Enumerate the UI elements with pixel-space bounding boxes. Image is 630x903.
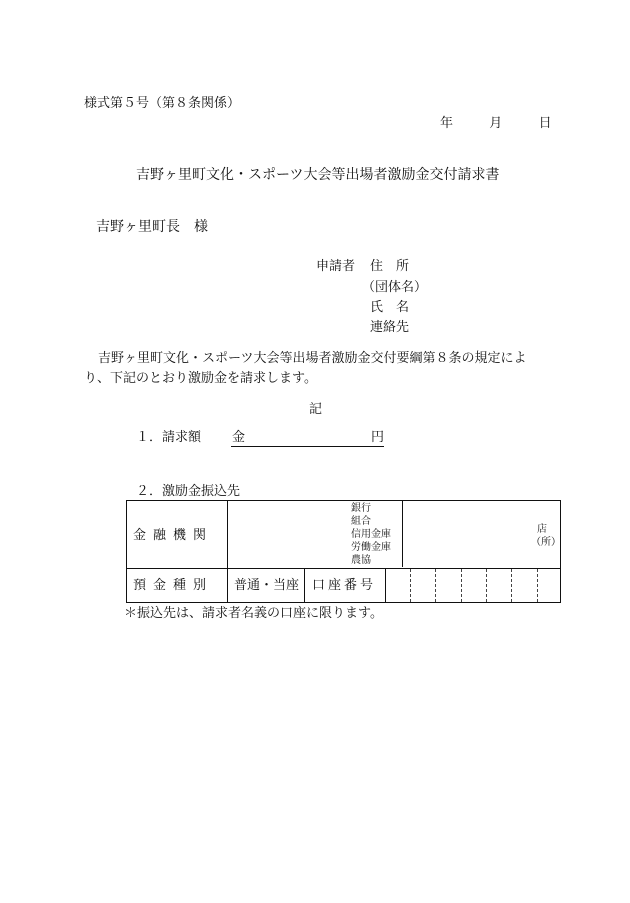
bank-table <box>126 500 561 603</box>
account-type-divider <box>304 569 305 602</box>
body-line-1: 吉野ヶ里町文化・スポーツ大会等出場者激励金交付要綱第８条の規定によ <box>98 351 527 366</box>
account-type-value: 普通・当座 <box>234 578 300 593</box>
applicant-group-label: （団体名） <box>362 280 428 295</box>
branch-alt-label: （所） <box>531 537 561 548</box>
institution-type-union: 組合 <box>351 516 371 527</box>
item1-en: 円 <box>371 430 385 445</box>
digit-divider <box>537 569 538 602</box>
date-day: 日 <box>538 116 552 131</box>
account-type-label: 預金種別 <box>133 578 214 593</box>
applicant-name-label: 氏 名 <box>370 300 410 315</box>
item1-label: １．請求額 <box>136 430 202 445</box>
institution-type-rokin: 労働金庫 <box>351 542 391 553</box>
institution-label: 金融機関 <box>133 528 214 543</box>
digit-divider <box>461 569 462 602</box>
date-line <box>440 116 552 132</box>
form-number: 様式第５号（第８条関係） <box>84 96 241 111</box>
addressee: 吉野ヶ里町長 様 <box>96 219 208 235</box>
digit-divider <box>435 569 436 602</box>
account-number-divider <box>385 569 386 602</box>
digit-divider <box>410 569 411 602</box>
item2-label: ２．激励金振込先 <box>136 484 241 499</box>
applicant-address-label: 住 所 <box>370 259 410 274</box>
transfer-note: ＊振込先は、請求者名義の口座に限ります。 <box>124 606 383 621</box>
table-row-divider <box>127 568 560 569</box>
date-month: 月 <box>489 116 503 131</box>
institution-type-nokyo: 農協 <box>351 555 371 566</box>
applicant-contact-label: 連絡先 <box>370 320 410 335</box>
account-number-label: 口座番号 <box>312 578 377 593</box>
table-col-divider <box>227 501 228 602</box>
applicant-label: 申請者 <box>316 259 356 274</box>
institution-branch-divider <box>402 501 403 567</box>
body-line-2: り、下記のとおり激励金を請求します。 <box>84 371 317 386</box>
ki-heading: 記 <box>309 402 323 417</box>
amount-underline <box>231 446 384 447</box>
digit-divider <box>486 569 487 602</box>
institution-type-shinkin: 信用金庫 <box>351 529 391 540</box>
document-title: 吉野ヶ里町文化・スポーツ大会等出場者激励金交付請求書 <box>136 167 500 183</box>
digit-divider <box>511 569 512 602</box>
branch-label: 店 <box>537 524 547 535</box>
institution-type-bank: 銀行 <box>351 503 371 514</box>
item1-kin: 金 <box>232 430 246 445</box>
date-year: 年 <box>440 116 454 131</box>
